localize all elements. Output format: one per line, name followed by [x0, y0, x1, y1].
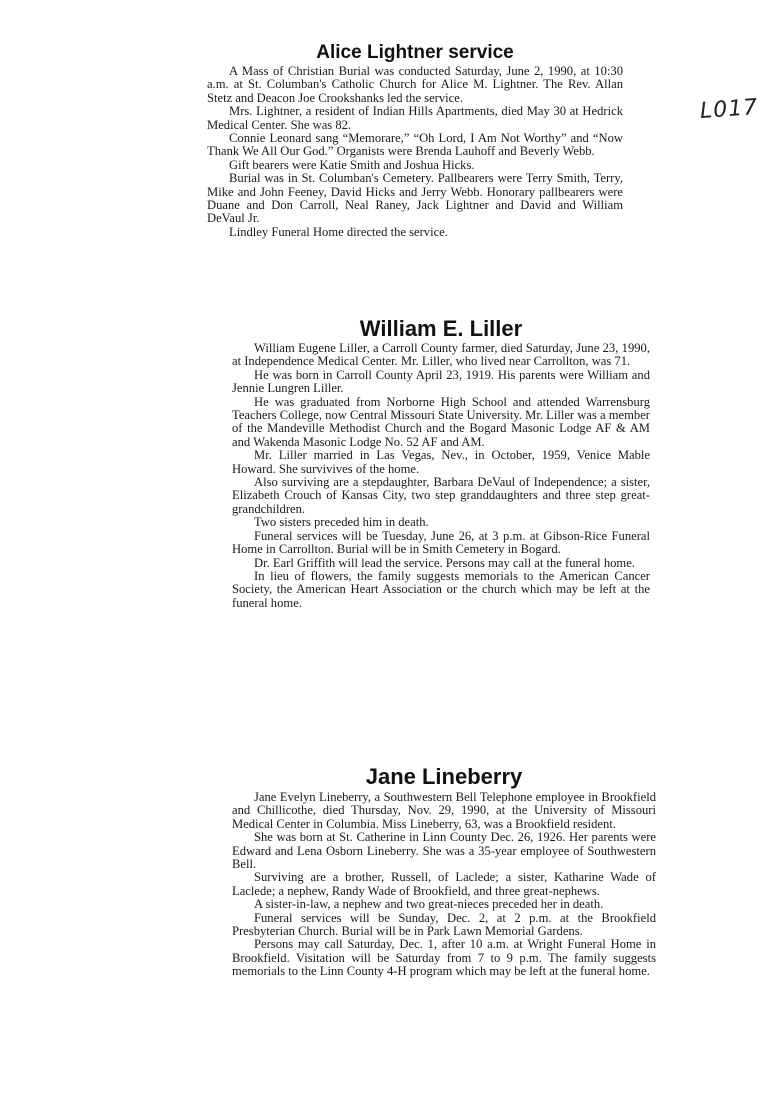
obituary-william-liller — [232, 316, 650, 610]
paragraph: William Eugene Liller, a Carroll County farmer, died Saturday, June 23, 1990, at Independence Medical Center. Mr. Liller, who lived near Carrollton, was 71. — [232, 341, 650, 369]
paragraph: Jane Evelyn Lineberry, a Southwestern Bell Telephone employee in Brookfield and Chillicothe, died Thursday, Nov. 29, 1990, at the University of Missouri Medical Center in Columbia. Miss Lineberry, 63, was a Brookfield resident. — [232, 790, 656, 831]
paragraph: Dr. Earl Griffith will lead the service. Persons may call at the funeral home. — [254, 555, 635, 570]
paragraph: A sister-in-law, a nephew and two great-nieces preceded her in death. — [254, 897, 604, 912]
handwritten-margin-note: L017 — [699, 94, 760, 125]
paragraph: Mr. Liller married in Las Vegas, Nev., in October, 1959, Venice Mable Howard. She survivives of the home. — [232, 448, 650, 476]
paragraph: Funeral services will be Sunday, Dec. 2, at 2 p.m. at the Brookfield Presbyterian Church. Burial will be in Park Lawn Memorial Gardens. — [232, 910, 656, 939]
paragraph: Two sisters preceded him in death. — [254, 515, 429, 530]
paragraph: Burial was in St. Columban's Cemetery. Pallbearers were Terry Smith, Terry, Mike and John Feeney, David Hicks and Jerry Webb. Honorary pallbearers were Duane and Don Carroll, Neal Raney, Jack Lightner and David and William DeVaul Jr. — [207, 171, 623, 226]
paragraph: Mrs. Lightner, a resident of Indian Hills Apartments, died May 30 at Hedrick Medical Center. She was 82. — [207, 104, 623, 132]
paragraph: A Mass of Christian Burial was conducted Saturday, June 2, 1990, at 10:30 a.m. at St. Columban's Catholic Church for Alice M. Lightner. The Rev. Allan Stetz and Deacon Joe Crookshanks led the service. — [207, 64, 623, 105]
paragraph: Surviving are a brother, Russell, of Laclede; a sister, Katharine Wade of Laclede; a nephew, Randy Wade of Brookfield, and three great-nephews. — [232, 870, 656, 898]
obituary-alice-lightner — [207, 42, 623, 239]
paragraph: Funeral services will be Tuesday, June 26, at 3 p.m. at Gibson-Rice Funeral Home in Carrollton. Burial will be in Smith Cemetery in Bogard. — [232, 528, 650, 557]
paragraph: He was graduated from Norborne High School and attended Warrensburg Teachers College, now Central Missouri State University. Mr. Liller was a member of the Mandeville Methodist Church and the Bogard Masonic Lodge AF & AM and Wakenda Masonic Lodge No. 52 AF and AM. — [232, 394, 650, 449]
paragraph: Connie Leonard sang “Memorare,” “Oh Lord, I Am Not Worthy” and “Now Thank We All Our God.” Organists were Brenda Lauhoff and Beverly Webb. — [207, 131, 623, 159]
paragraph: Gift bearers were Katie Smith and Joshua Hicks. — [229, 157, 475, 172]
paragraph: Persons may call Saturday, Dec. 1, after 10 a.m. at Wright Funeral Home in Brookfield. Visitation will be Saturday from 7 to 9 p.m. The family suggests memorials to the Linn County 4-H program which may be left at the funeral home. — [232, 937, 656, 979]
headline: William E. Liller — [359, 316, 523, 341]
paragraph: She was born at St. Catherine in Linn County Dec. 26, 1926. Her parents were Edward and Lena Osborn Lineberry. She was a 35-year employee of Southwestern Bell. — [232, 830, 656, 872]
paragraph: Also surviving are a stepdaughter, Barbara DeVaul of Independence; a sister, Elizabeth Crouch of Kansas City, two step granddaughters and three step great-grandchildren. — [232, 475, 650, 516]
headline: Alice Lightner service — [316, 42, 514, 63]
paragraph: Lindley Funeral Home directed the service. — [229, 224, 448, 239]
headline: Jane Lineberry — [365, 764, 523, 789]
paragraph: In lieu of flowers, the family suggests memorials to the American Cancer Society, the American Heart Association or the church which may be left at the funeral home. — [232, 568, 650, 610]
paragraph: He was born in Carroll County April 23, 1919. His parents were William and Jennie Lungren Liller. — [232, 367, 650, 396]
obituary-jane-lineberry — [232, 764, 656, 979]
